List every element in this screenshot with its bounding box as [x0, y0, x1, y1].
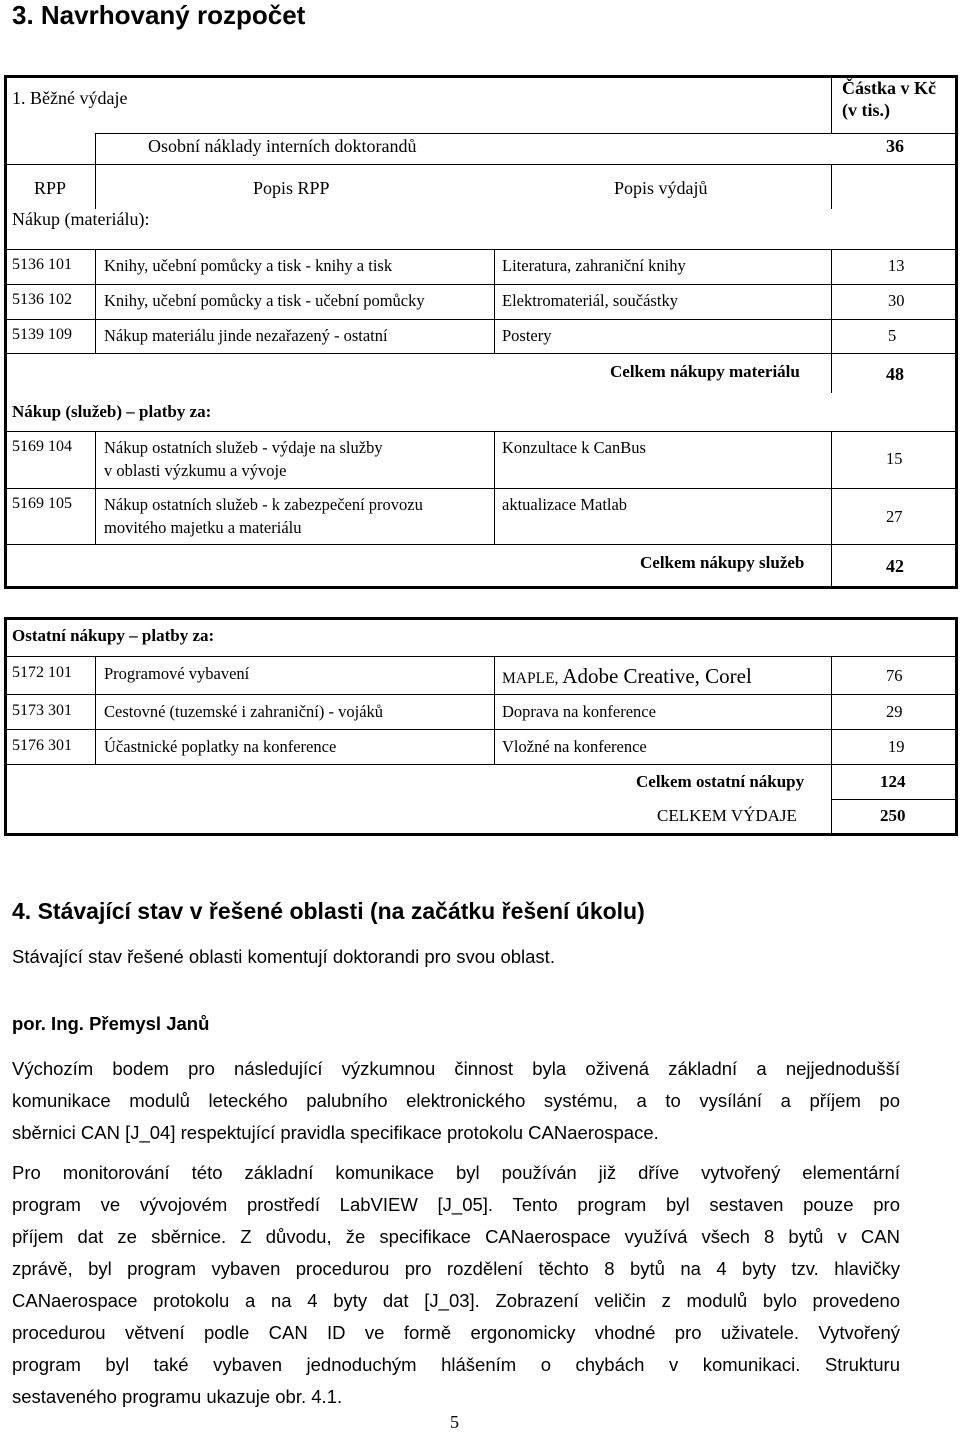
amount: 30 — [888, 291, 905, 310]
rpp-description: Nákup ostatních služeb - k zabezpečení provozu — [104, 495, 423, 514]
amount: 5 — [888, 326, 897, 345]
amount: 27 — [886, 507, 903, 526]
paragraph-1 — [12, 1053, 900, 1149]
amount: 76 — [886, 666, 903, 685]
expense-prefix: MAPLE, — [502, 670, 563, 687]
expense-description — [502, 664, 752, 689]
rpp-description: Účastnické poplatky na konference — [104, 737, 337, 756]
paragraph-2 — [12, 1157, 900, 1413]
other-heading: Ostatní nákupy – platby za: — [12, 626, 215, 645]
materials-total-value: 48 — [886, 364, 904, 384]
amount: 19 — [888, 737, 905, 756]
other-purchases-table — [4, 617, 958, 836]
author-name: por. Ing. Přemysl Janů — [12, 1013, 210, 1034]
rpp-description: Nákup ostatních služeb - výdaje na služby — [104, 438, 383, 457]
materials-total-label: Celkem nákupy materiálu — [610, 362, 800, 381]
page-number: 5 — [450, 1412, 459, 1432]
amount-header: Částka v Kč — [842, 78, 936, 98]
paragraph-line: zprávě, byl program vybaven procedurou pro rozdělení těchto 8 bytů na 4 byty tzv. hlavičky — [12, 1258, 900, 1279]
rpp-code: 5176 301 — [12, 737, 72, 754]
paragraph-line: program ve vývojovém prostředí LabVIEW [J_05]. Tento program byl sestaven pouze pro — [12, 1194, 900, 1215]
other-total-label: Celkem ostatní nákupy — [636, 772, 805, 791]
col-header-popis-vydaju: Popis výdajů — [614, 178, 708, 198]
rpp-description: Cestovné (tuzemské i zahraniční) - vojáků — [104, 702, 384, 721]
rpp-code: 5136 101 — [12, 256, 72, 273]
table-heading: 1. Běžné výdaje — [12, 88, 128, 108]
expense-description: Doprava na konference — [502, 702, 656, 721]
section-title: 3. Navrhovaný rozpočet — [12, 0, 306, 30]
paragraph-line: procedurou větvení podle CAN ID ve formě ergonomicky vhodné pro uživatele. Vytvořený — [12, 1322, 900, 1343]
expense-description: Elektromateriál, součástky — [502, 291, 678, 310]
expense-description: aktualizace Matlab — [502, 495, 628, 514]
services-total-value: 42 — [886, 556, 904, 576]
other-total-value: 124 — [880, 772, 906, 791]
paragraph-line: sestaveného programu ukazuje obr. 4.1. — [12, 1386, 343, 1407]
expense-description: Literatura, zahraniční knihy — [502, 256, 686, 275]
rpp-description-cont: v oblasti výzkumu a vývoje — [104, 461, 287, 480]
rpp-description-cont: movitého majetku a materiálu — [104, 518, 302, 537]
amount-header-unit: (v tis.) — [842, 100, 890, 120]
paragraph-line: CANaerospace protokolu a na 4 byty dat [J_03]. Zobrazení veličin z modulů bylo provedeno — [12, 1290, 900, 1311]
rpp-description: Knihy, učební pomůcky a tisk - knihy a tisk — [104, 256, 393, 275]
rpp-code: 5173 301 — [12, 702, 72, 719]
rpp-code: 5169 105 — [12, 495, 72, 512]
services-total-label: Celkem nákupy služeb — [640, 553, 805, 572]
paragraph-line: sběrnici CAN [J_04] respektující pravidla specifikace protokolu CANaerospace. — [12, 1122, 659, 1143]
materials-heading: Nákup (materiálu): — [12, 209, 150, 229]
rpp-description: Nákup materiálu jinde nezařazený - ostatní — [104, 326, 388, 345]
personnel-value: 36 — [886, 136, 904, 156]
paragraph-line: příjem dat ze sběrnice. Z důvodu, že specifikace CANaerospace využívá všech 8 bytů v CAN — [12, 1226, 900, 1247]
rpp-description: Programové vybavení — [104, 664, 250, 683]
paragraph-line: program byl také vybaven jednoduchým hlášením o chybách v komunikaci. Strukturu — [12, 1354, 900, 1375]
rpp-code: 5169 104 — [12, 438, 72, 455]
amount: 29 — [886, 702, 903, 721]
rpp-description: Knihy, učební pomůcky a tisk - učební pomůcky — [104, 291, 425, 310]
rpp-code: 5136 102 — [12, 291, 72, 308]
paragraph-line: Výchozím bodem pro následující výzkumnou činnost byla oživená základní a nejjednodušší — [12, 1058, 900, 1079]
col-header-rpp: RPP — [34, 178, 67, 198]
amount: 15 — [886, 449, 903, 468]
paragraph-line: komunikace modulů leteckého palubního elektronického systému, a to vysílání a příjem po — [12, 1090, 900, 1111]
expense-description: Postery — [502, 326, 552, 345]
expense-rest: Adobe Creative, Corel — [562, 664, 752, 688]
expense-description: Konzultace k CanBus — [502, 438, 646, 457]
grand-total-label: CELKEM VÝDAJE — [657, 806, 797, 825]
section-4-intro: Stávající stav řešené oblasti komentují doktorandi pro svou oblast. — [12, 946, 555, 967]
col-header-popis-rpp: Popis RPP — [253, 178, 330, 198]
section-4-title: 4. Stávající stav v řešené oblasti (na začátku řešení úkolu) — [12, 898, 645, 924]
amount: 13 — [888, 256, 905, 275]
grand-total-value: 250 — [880, 806, 906, 825]
paragraph-line: Pro monitorování této základní komunikace byl používán již dříve vytvořený elementární — [12, 1162, 900, 1183]
personnel-label: Osobní náklady interních doktorandů — [148, 136, 417, 156]
rpp-code: 5139 109 — [12, 326, 72, 343]
rpp-code: 5172 101 — [12, 664, 72, 681]
expense-description: Vložné na konference — [502, 737, 647, 756]
services-heading: Nákup (služeb) – platby za: — [12, 402, 212, 421]
